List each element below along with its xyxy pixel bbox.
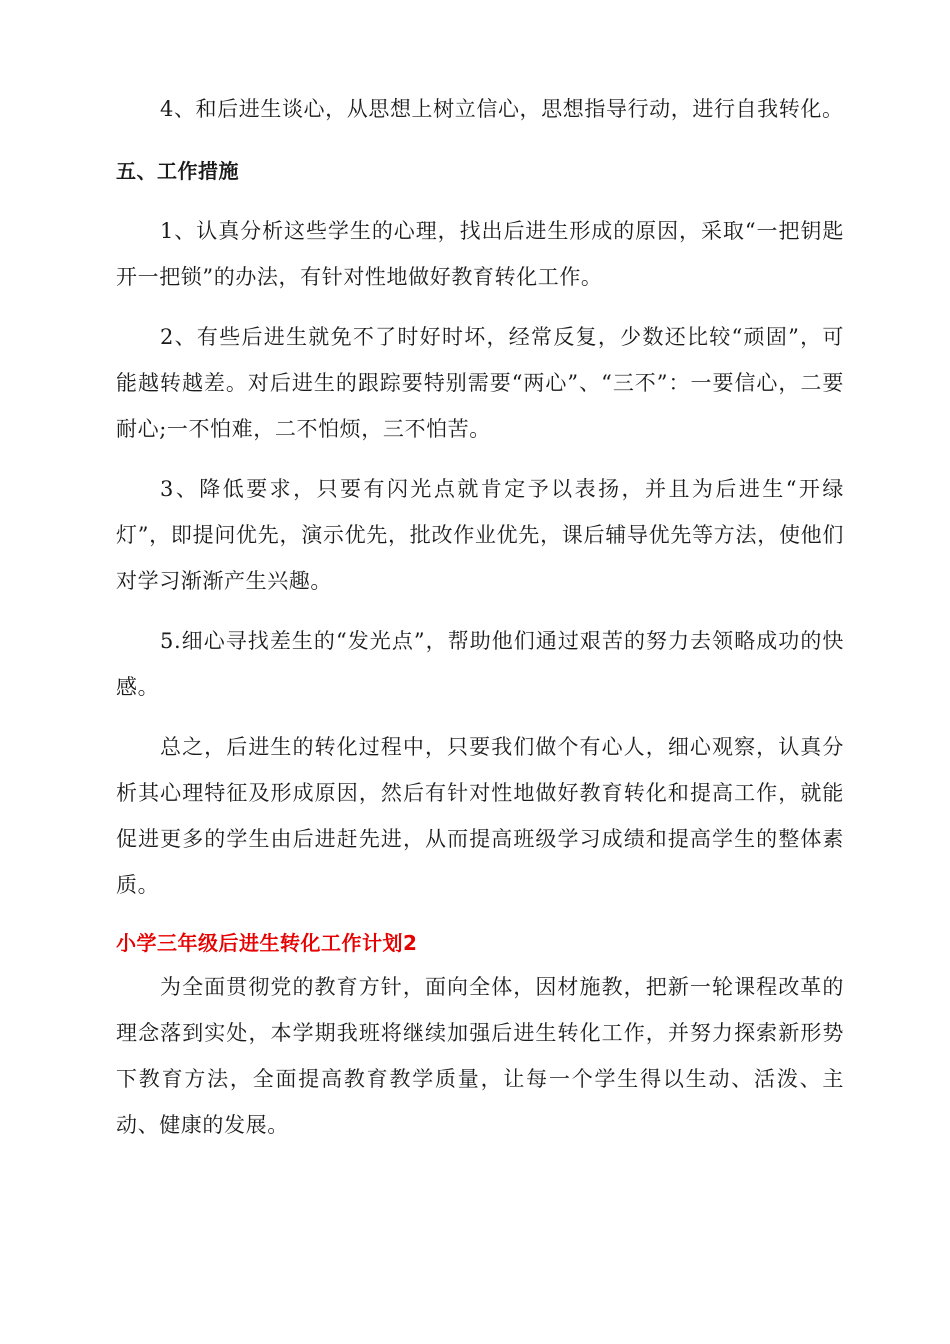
document-page	[116, 86, 844, 1148]
plan-2-title: 小学三年级后进生转化工作计划2	[116, 931, 418, 955]
paragraph-item-4: 4、和后进生谈心，从思想上树立信心，思想指导行动，进行自我转化。	[160, 97, 844, 121]
measure-item-3: 3、降低要求，只要有闪光点就肯定予以表扬，并且为后进生“开绿灯”，即提问优先，演示优先，批改作业优先，课后辅导优先等方法，使他们对学习渐渐产生兴趣。	[116, 477, 844, 593]
measure-item-5: 5.细心寻找差生的“发光点”，帮助他们通过艰苦的努力去领略成功的快感。	[116, 629, 844, 699]
conclusion-paragraph: 总之，后进生的转化过程中，只要我们做个有心人，细心观察，认真分析其心理特征及形成原因，然后有针对性地做好教育转化和提高工作，就能促进更多的学生由后进赶先进，从而提高班级学习成绩和提高学生的整体素质。	[116, 735, 844, 897]
measure-item-1: 1、认真分析这些学生的心理，找出后进生形成的原因，采取“一把钥匙开一把锁”的办法，有针对性地做好教育转化工作。	[116, 219, 844, 289]
measure-item-2: 2、有些后进生就免不了时好时坏，经常反复，少数还比较“顽固”，可能越转越差。对后进生的跟踪要特别需要“两心”、“三不”：一要信心，二要耐心;一不怕难，二不怕烦，三不怕苦。	[116, 325, 844, 441]
section-heading: 五、工作措施	[116, 159, 239, 183]
plan-2-intro-paragraph: 为全面贯彻党的教育方针，面向全体，因材施教，把新一轮课程改革的理念落到实处，本学期我班将继续加强后进生转化工作，并努力探索新形势下教育方法，全面提高教育教学质量，让每一个学生得以生动、活泼、主动、健康的发展。	[116, 975, 844, 1137]
